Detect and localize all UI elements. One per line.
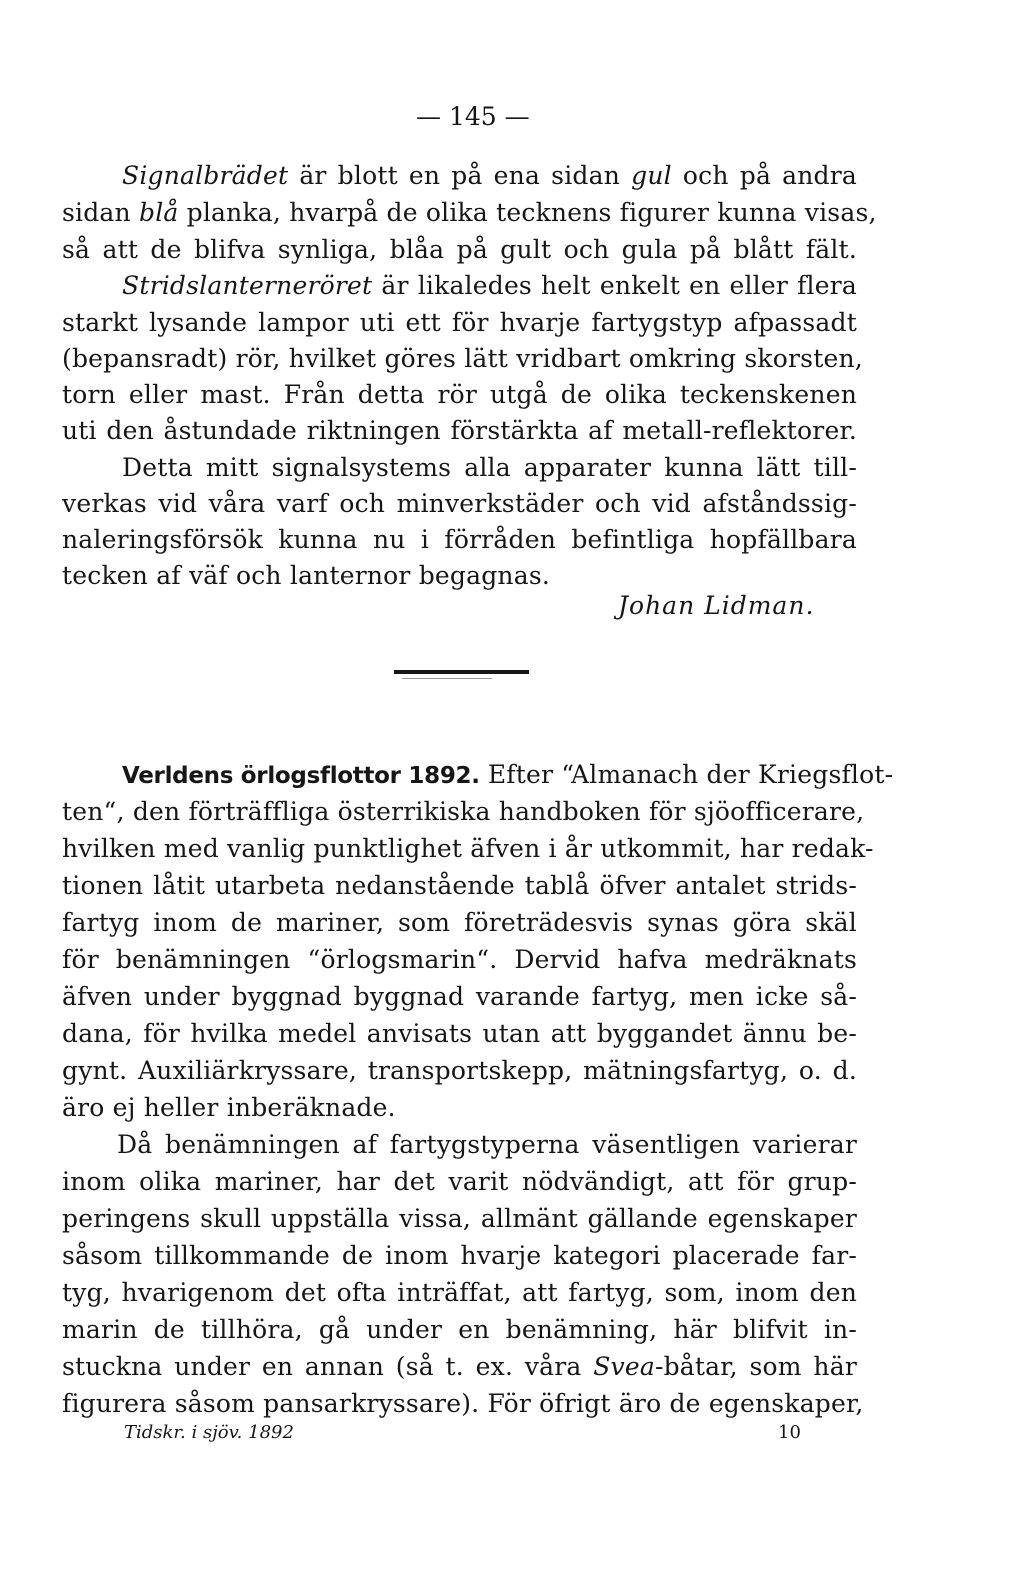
text-line: verkas vid våra varf och minverkstäder och vid afståndssig- <box>62 489 857 518</box>
text-line: figurera såsom pansarkryssare). För öfrigt äro de egenskaper, <box>62 1389 864 1418</box>
text-line: marin de tillhöra, gå under en benämning, här blifvit in- <box>62 1315 857 1344</box>
text-line: fartyg inom de mariner, som företrädesvis synas göra skäl <box>62 908 857 937</box>
text-span: -båtar, som här <box>654 1352 857 1381</box>
word-gul: gul <box>631 161 672 190</box>
text-line: naleringsförsök kunna nu i förråden befintliga hopfällbara <box>62 525 857 554</box>
text-line: tyg, hvarigenom det ofta inträffat, att fartyg, som, inom den <box>62 1278 857 1307</box>
text-line: Då benämningen af fartygstyperna väsentligen varierar <box>117 1130 857 1159</box>
text-line <box>62 196 877 230</box>
word-svea: Svea <box>593 1352 655 1381</box>
text-line: för benämningen “örlogsmarin“. Dervid hafva medräknats <box>62 945 857 974</box>
text-span: är likaledes helt enkelt en eller flera <box>372 271 857 300</box>
page-number: — 145 — <box>416 102 530 131</box>
text-line: tecken af väf och lanternor begagnas. <box>62 561 551 590</box>
text-span: sidan <box>62 198 139 227</box>
text-line: torn eller mast. Från detta rör utgå de olika teckenskenen <box>62 380 857 409</box>
article-heading: Verldens örlogsflottor 1892. <box>122 763 480 789</box>
text-line: så att de blifva synliga, blåa på gult och gula på blått fält. <box>62 235 857 264</box>
footer-source: Tidskr. i sjöv. 1892 <box>124 1422 294 1443</box>
text-span: planka, hvarpå de olika tecknens figurer kunna visas, <box>178 198 877 227</box>
text-line: tionen låtit utarbeta nedanstående tablå öfver antalet strids- <box>62 871 857 900</box>
text-line: äfven under byggnad byggnad varande fartyg, men icke så- <box>62 982 857 1011</box>
text-line: uti den åstundade riktningen förstärkta af metall-reflektorer. <box>62 416 857 445</box>
text-span: stuckna under en annan (så t. ex. våra <box>62 1352 594 1381</box>
text-span: och på andra <box>671 161 858 190</box>
text-line <box>62 758 894 792</box>
text-line: Detta mitt signalsystems alla apparater kunna lätt till- <box>122 453 857 482</box>
text-line <box>62 1350 857 1384</box>
section-divider <box>394 670 529 674</box>
text-line: inom olika mariner, har det varit nödvändigt, att för grup- <box>62 1167 857 1196</box>
section-divider-underline <box>402 678 492 679</box>
text-line: ten“, den förträffliga österrikiska handboken för sjöofficerare, <box>62 797 865 826</box>
text-line: gynt. Auxiliärkryssare, transportskepp, mätningsfartyg, o. d. <box>62 1056 857 1085</box>
term-signalbradet: Signalbrädet <box>122 161 289 190</box>
text-line: peringens skull uppställa vissa, allmänt gällande egenskaper <box>62 1204 857 1233</box>
text-line <box>62 269 857 303</box>
text-line: hvilken med vanlig punktlighet äfven i år utkommit, har redak- <box>62 834 874 863</box>
term-stridslanteroret: Stridslanterneröret <box>122 271 373 300</box>
text-span: Efter “Almanach der Kriegsflot- <box>479 760 894 789</box>
author-signature: Johan Lidman. <box>618 591 815 620</box>
word-bla: blå <box>138 198 179 227</box>
text-line: starkt lysande lampor uti ett för hvarje fartygstyp afpassadt <box>62 308 857 337</box>
text-line <box>62 159 857 193</box>
text-line: äro ej heller inberäknade. <box>62 1093 396 1122</box>
text-line: (bepansradt) rör, hvilket göres lätt vridbart omkring skorsten, <box>62 344 863 373</box>
text-line: dana, för hvilka medel anvisats utan att byggandet ännu be- <box>62 1019 857 1048</box>
text-span: är blott en på ena sidan <box>288 161 632 190</box>
footer-sheet-number: 10 <box>778 1422 801 1443</box>
text-line: såsom tillkommande de inom hvarje kategori placerade far- <box>62 1241 857 1270</box>
